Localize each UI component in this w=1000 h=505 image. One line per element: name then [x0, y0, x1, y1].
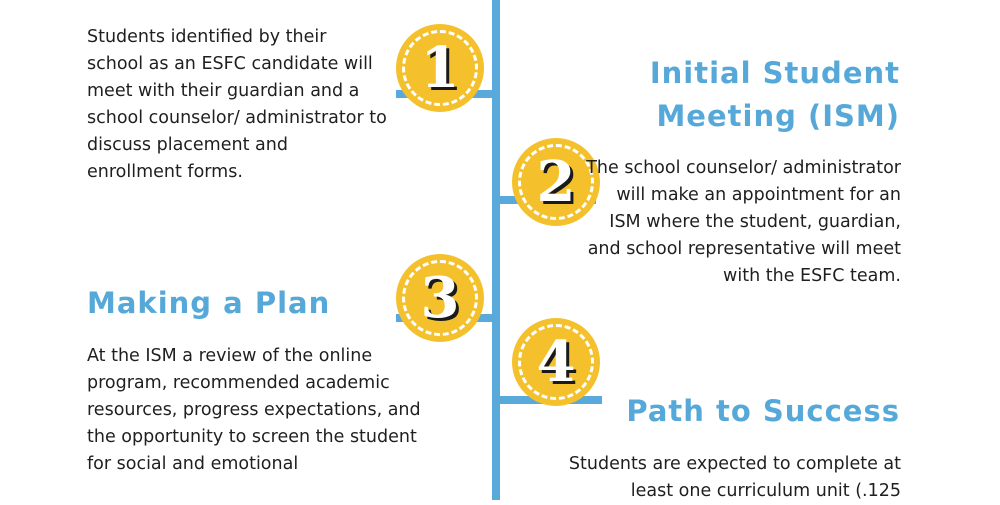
- step-4-title: Path to Success: [626, 394, 900, 428]
- step-1-badge: [396, 24, 484, 112]
- step-3-number: 3: [420, 265, 460, 331]
- step-3-description: At the ISM a review of the online program, recommended academic resources, progress expectations, and the opportunity to screen the student for social and emotional: [87, 346, 421, 474]
- step-1-description: Students identified by their school as an ESFC candidate will meet with their guardian and a school counselor/ administrator to discuss placement and enrollment forms.: [87, 27, 387, 182]
- step-4-number: 4: [536, 329, 576, 395]
- step-2-description: The school counselor/ administrator will make an appointment for an ISM where the student, guardian, and school representative will meet with the ESFC team.: [586, 158, 901, 286]
- step-2-number: 2: [536, 149, 576, 215]
- timeline-line: [492, 0, 500, 500]
- step-3-badge: [396, 254, 484, 342]
- step-4-description: Students are expected to complete at least one curriculum unit (.125: [568, 454, 901, 501]
- step-2-title: Initial Student Meeting (ISM): [649, 56, 900, 133]
- step-1-number: 1: [420, 35, 460, 101]
- step-3-title: Making a Plan: [87, 286, 331, 320]
- step-4-badge: [512, 318, 600, 406]
